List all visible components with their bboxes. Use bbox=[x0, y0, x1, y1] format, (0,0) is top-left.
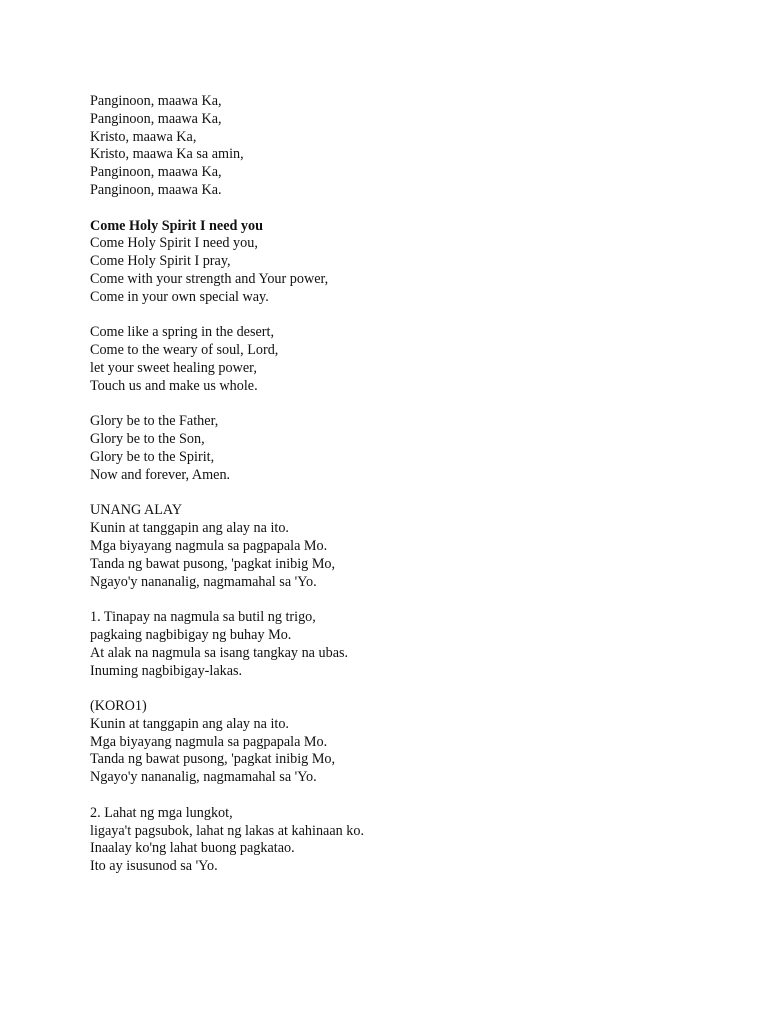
lyric-line: Come Holy Spirit I need you, bbox=[90, 235, 258, 252]
lyric-line: Panginoon, maawa Ka, bbox=[90, 93, 222, 109]
stanza-glory-be bbox=[90, 413, 690, 484]
lyric-line: Come to the weary of soul, Lord, bbox=[90, 342, 279, 359]
song-title: UNANG ALAY bbox=[90, 502, 183, 519]
lyric-line: Ito ay isusunod sa 'Yo. bbox=[90, 858, 218, 875]
stanza-unang-alay bbox=[90, 502, 690, 591]
lyric-line: Touch us and make us whole. bbox=[90, 377, 258, 394]
lyric-line: Tanda ng bawat pusong, 'pagkat inibig Mo, bbox=[90, 751, 336, 768]
lyric-line: Glory be to the Son, bbox=[90, 431, 205, 448]
lyric-line: let your sweet healing power, bbox=[90, 359, 257, 376]
lyric-line: Kristo, maawa Ka, bbox=[90, 128, 197, 145]
stanza-come-holy-spirit bbox=[90, 218, 690, 307]
lyric-line: 1. Tinapay na nagmula sa butil ng trigo, bbox=[90, 609, 316, 626]
lyric-line: Come with your strength and Your power, bbox=[90, 270, 329, 287]
lyric-line: Come in your own special way. bbox=[90, 288, 269, 305]
stanza-verse-1 bbox=[90, 609, 690, 680]
lyric-line: Kunin at tanggapin ang alay na ito. bbox=[90, 715, 289, 732]
lyric-line: Glory be to the Father, bbox=[90, 413, 219, 430]
lyric-line: Mga biyayang nagmula sa pagpapala Mo. bbox=[90, 537, 328, 554]
song-title: Come Holy Spirit I need you bbox=[90, 217, 264, 234]
lyric-line: 2. Lahat ng mga lungkot, bbox=[90, 804, 233, 821]
lyric-line: Kunin at tanggapin ang alay na ito. bbox=[90, 520, 289, 537]
lyrics-body bbox=[90, 93, 690, 894]
lyric-line: Come Holy Spirit I pray, bbox=[90, 253, 231, 270]
stanza-verse-2 bbox=[90, 805, 690, 876]
lyric-line: ligaya't pagsubok, lahat ng lakas at kahinaan ko. bbox=[90, 822, 365, 839]
lyric-line: Now and forever, Amen. bbox=[90, 466, 231, 483]
lyric-line: Panginoon, maawa Ka, bbox=[90, 164, 222, 181]
lyric-line: Panginoon, maawa Ka, bbox=[90, 110, 222, 127]
lyric-line: Glory be to the Spirit, bbox=[90, 448, 215, 465]
stanza-koro-1 bbox=[90, 698, 690, 787]
lyric-line: At alak na nagmula sa isang tangkay na ubas. bbox=[90, 644, 349, 661]
lyric-line: Ngayo'y nananalig, nagmamahal sa 'Yo. bbox=[90, 573, 317, 590]
lyric-line: Mga biyayang nagmula sa pagpapala Mo. bbox=[90, 733, 328, 750]
stanza-spring-in-desert bbox=[90, 324, 690, 395]
lyric-line: Kristo, maawa Ka sa amin, bbox=[90, 146, 244, 163]
chorus-label: (KORO1) bbox=[90, 698, 147, 715]
lyric-line: Panginoon, maawa Ka. bbox=[90, 181, 222, 198]
lyric-line: Inaalay ko'ng lahat buong pagkatao. bbox=[90, 840, 295, 857]
lyric-line: Ngayo'y nananalig, nagmamahal sa 'Yo. bbox=[90, 769, 317, 786]
lyric-line: Inuming nagbibigay-lakas. bbox=[90, 662, 243, 679]
stanza-kyrie bbox=[90, 93, 690, 200]
lyric-line: pagkaing nagbibigay ng buhay Mo. bbox=[90, 626, 292, 643]
lyric-line: Tanda ng bawat pusong, 'pagkat inibig Mo, bbox=[90, 555, 336, 572]
lyric-line: Come like a spring in the desert, bbox=[90, 324, 275, 341]
